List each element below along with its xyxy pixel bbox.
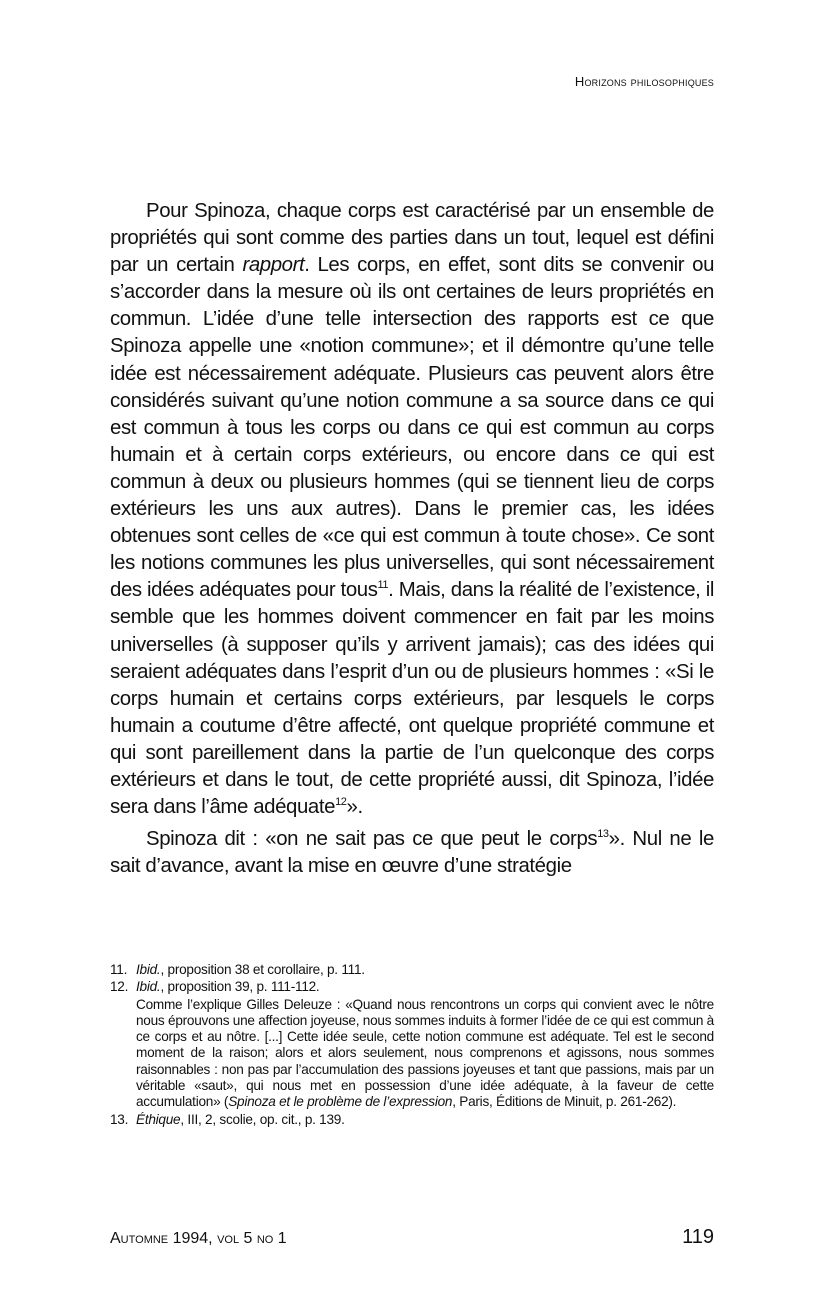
p1-emphasis: rapport — [242, 254, 305, 277]
footnote-text: , III, 2, scolie, op. cit., p. 139. — [180, 1111, 345, 1127]
p2-text-b: ». Nul ne le sait d’avance, avant la mise en œuvre d’une stratégie — [110, 828, 714, 878]
footnote-11 — [110, 962, 714, 978]
journal-issue: Automne 1994, vol 5 no 1 — [110, 1230, 287, 1247]
footnote-ref-12[interactable]: 12 — [335, 796, 347, 809]
footnote-ref-13[interactable]: 13 — [597, 828, 609, 841]
footnote-12 — [110, 979, 714, 995]
running-head: Horizons philosophiques — [574, 74, 714, 89]
paragraph-2 — [110, 826, 714, 880]
footnote-emphasis: Éthique — [136, 1111, 181, 1127]
footnote-ref-11[interactable]: 11 — [377, 579, 389, 592]
footnote-text: , proposition 39, p. 111-112. — [160, 979, 320, 995]
page-footer — [110, 1226, 714, 1249]
paragraph-1 — [110, 198, 714, 821]
footnote-number: 11. — [110, 962, 128, 977]
body-text — [110, 198, 714, 880]
p1-text-c: . Mais, dans la réalité de l’existence, il semble que les hommes doivent commencer en fait par les moins universelles (à supposer qu’ils y arrivent jamais); cas des idées qui seraient adéquates dans l’esprit d’un ou de plusieurs hommes : «Si le corps humain et certains corps extérieurs, par lesquels le corps humain a coutume d’être affecté, ont quelque propriété commune et qui sont pareillement dans la partie de l’un quelconque des corps extérieurs et dans le tout, de cette propriété aussi, dit Spinoza, l’idée sera dans l’âme adéquate — [110, 579, 714, 819]
footnote-number: 12. — [110, 979, 129, 995]
p1-text-b: . Les corps, en effet, sont dits se convenir ou s’accorder dans la mesure où ils ont certaines de leurs propriétés en commun. L’idée d’une telle intersection des rapports est ce que Spinoza appelle une «notion commune»; et il démontre qu’une telle idée est nécessairement adéquate. Plusieurs cas peuvent alors être considérés suivant qu’une notion commune a sa source dans ce qui est commun à tous les corps ou dans ce qui est commun au corps humain et à certain corps extérieurs, ou encore dans ce qui est commun à deux ou plusieurs hommes (qui se tiennent lieu de corps extérieurs les uns aux autres). Dans le premier cas, les idées obtenues sont celles de «ce qui est commun à toute chose». Ce sont les notions communes les plus universelles, qui sont nécessairement des idées adéquates pour tous — [110, 254, 715, 602]
footnotes — [110, 962, 714, 1129]
footnote-text: , proposition 38 et corollaire, p. 111. — [160, 962, 365, 977]
footnote-text: Comme l’explique Gilles Deleuze : «Quand nous rencontrons un corps qui convient avec le nôtre nous éprouvons une affection joyeuse, nous sommes induits à former l’idée de ce qui est commun à ce corps et au nôtre. [...] Cette idée seule, cette notion commune est adéquate. Tel est le second moment de la raison; alors et alors seulement, nous comprenons et agissons, nous sommes raisonnables : non pas par l’accumulation des passions joyeuses et tant que passions, mais par un véritable «saut», qui nous met en possession d’une idée adéquate, à la faveur de cette accumulation» ( — [136, 996, 714, 1110]
footnote-text: , Paris, Éditions de Minuit, p. 261-262). — [452, 1094, 677, 1110]
p2-text-a: Spinoza dit : «on ne sait pas ce que peut le corps — [146, 828, 598, 851]
footnote-13 — [110, 1112, 714, 1128]
footnote-emphasis: Ibid. — [136, 962, 161, 977]
footnote-emphasis: Spinoza et le problème de l’expression — [228, 1094, 453, 1110]
p1-text-a: Pour Spinoza, chaque corps est caractérisé par un ensemble de propriétés qui sont comme des parties dans un tout, lequel est défini par un certain — [110, 200, 714, 277]
footnote-12-continuation — [136, 997, 714, 1111]
page-number: 119 — [682, 1226, 714, 1248]
p1-text-d: ». — [346, 796, 363, 819]
footnote-emphasis: Ibid. — [136, 979, 161, 995]
footnote-number: 13. — [110, 1111, 129, 1127]
